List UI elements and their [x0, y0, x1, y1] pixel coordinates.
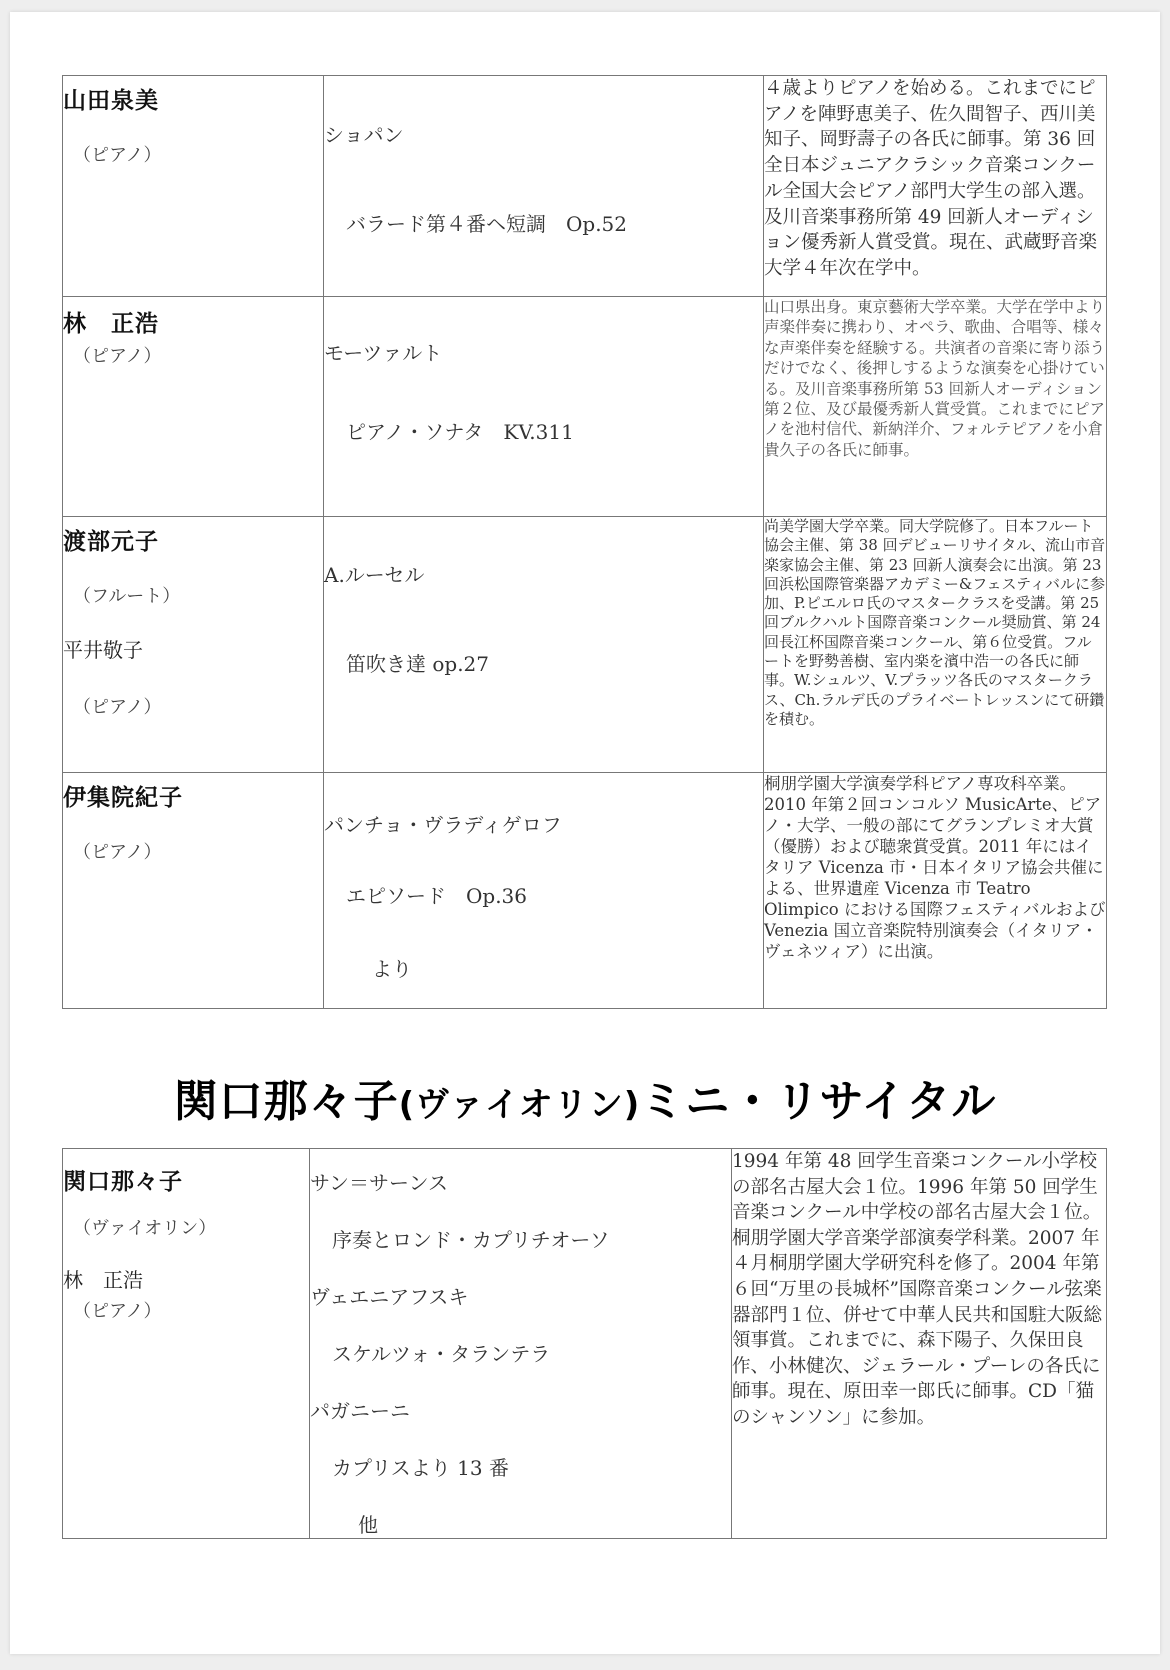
table-row [63, 297, 1107, 517]
heading-performer: 関口那々子 [173, 1076, 399, 1127]
program-cell [324, 773, 764, 1009]
biography-cell: 山口県出身。東京藝術大学卒業。大学在学中より声楽伴奏に携わり、オペラ、歌曲、合唱等、様々な声楽伴奏を経験する。共演者の音楽に寄り添うだけでなく、後押しするような演奏を心掛けている。及川音楽事務所第 53 回新人オーディション第２位、及び最優秀新人賞受賞。これまでにピアノを池村信代、新納洋介、フォルテピアノを小倉貴久子の各氏に師事。 [764, 297, 1107, 517]
biography-cell: 桐朋学園大学演奏学科ピアノ専攻科卒業。2010 年第２回コンコルソ MusicArte、ピアノ・大学、一般の部にてグランプレミオ大賞（優勝）および聴衆賞受賞。2011 年にはイタリア Vicenza 市・日本イタリア協会共催による、世界遺産 Vicenza 市 Teatro Olimpico における国際フェスティバルおよび Venezia 国立音楽院特別演奏会（イタリア・ヴェネツィア）に出演。 [764, 773, 1107, 1009]
performer-role: （ピアノ） [73, 842, 162, 863]
performer-name: 関口那々子 [63, 1169, 183, 1195]
piece-note: より [372, 957, 412, 981]
heading-instrument: (ヴァイオリン) [398, 1085, 641, 1125]
piece-title: ピアノ・ソナタ KV.311 [346, 420, 574, 444]
performer-name: 林 正浩 [63, 311, 159, 337]
performer-name: 山田泉美 [63, 88, 159, 114]
performer-cell [63, 297, 324, 517]
performer-role: （ピアノ） [73, 1301, 162, 1322]
heading-title: ミニ・リサイタル [640, 1076, 997, 1127]
program-table-1 [62, 75, 1107, 1009]
program-cell [324, 297, 764, 517]
piece-title: 序奏とロンド・カプリチオーソ [332, 1228, 610, 1252]
biography-cell: 1994 年第 48 回学生音楽コンクール小学校の部名古屋大会１位。1996 年第 50 回学生音楽コンクール中学校の部名古屋大会１位。桐朋学園大学音楽学部演奏学科業。2007 年４月桐朋学園大学研究科を修了。2004 年第６回“万里の長城杯”国際音楽コンクール弦楽器部門１位、併せて中華人民共和国駐大阪総領事賞。これまでに、森下陽子、久保田良作、小林健次、ジェラール・プーレの各氏に師事。現在、原田幸一郎氏に師事。CD「猫のシャンソン」に参加。 [732, 1149, 1107, 1539]
performer-role: （ピアノ） [73, 346, 162, 367]
composer: モーツァルト [324, 341, 443, 365]
piece-title: バラード第４番ヘ短調 Op.52 [346, 212, 628, 236]
piece-note: 他 [358, 1513, 378, 1537]
piece-title: カプリスより 13 番 [332, 1456, 509, 1480]
piece-title: 笛吹き達 op.27 [346, 652, 490, 676]
performer-name: 伊集院紀子 [63, 785, 183, 811]
performer-name: 渡部元子 [63, 529, 159, 555]
table-row [63, 517, 1107, 773]
performer-role: （フルート） [73, 586, 181, 607]
program-table-2 [62, 1148, 1107, 1539]
recital-heading [10, 1065, 1160, 1129]
piece-title: スケルツォ・タランテラ [332, 1342, 551, 1366]
performer-name: 平井敬子 [63, 638, 143, 662]
performer-cell [63, 517, 324, 773]
composer: パガニーニ [310, 1399, 410, 1423]
table-row [63, 76, 1107, 297]
program-cell [310, 1149, 732, 1539]
performer-name: 林 正浩 [63, 1268, 143, 1292]
program-cell [324, 76, 764, 297]
composer: ショパン [324, 123, 404, 147]
composer: サン＝サーンス [310, 1171, 448, 1195]
performer-cell [63, 76, 324, 297]
program-cell [324, 517, 764, 773]
performer-cell [63, 1149, 310, 1539]
biography-cell: ４歳よりピアノを始める。これまでにピアノを陣野恵美子、佐久間智子、西川美知子、岡野壽子の各氏に師事。第 36 回全日本ジュニアクラシック音楽コンクール全国大会ピアノ部門大学生の部入選。及川音楽事務所第 49 回新人オーディション優秀新人賞受賞。現在、武蔵野音楽大学４年次在学中。 [764, 76, 1107, 297]
composer: パンチョ・ヴラディゲロフ [324, 813, 562, 837]
performer-role: （ヴァイオリン） [73, 1218, 217, 1239]
piece-title: エピソード Op.36 [346, 884, 528, 908]
composer: A.ルーセル [324, 563, 425, 587]
table-row [63, 1149, 1107, 1539]
table-row [63, 773, 1107, 1009]
performer-role: （ピアノ） [73, 145, 162, 166]
composer: ヴェエニアフスキ [310, 1285, 469, 1309]
program-page [10, 12, 1160, 1654]
biography-cell: 尚美学園大学卒業。同大学院修了。日本フルート協会主催、第 38 回デビューリサイタル、流山市音楽家協会主催、第 23 回新人演奏会に出演。第 23 回浜松国際管楽器アカデミー&フェスティバルに参加、P.ピエルロ氏のマスタークラスを受講。第 25 回ブルクハルト国際音楽コンクール奨励賞、第 24 回長江杯国際音楽コンクール、第６位受賞。フルートを野勢善樹、室内楽を濱中浩一の各氏に師事。W.シュルツ、V.プラッツ各氏のマスタークラス、Ch.ラルデ氏のプライベートレッスンにて研鑽を積む。 [764, 517, 1107, 773]
performer-role: （ピアノ） [73, 697, 162, 718]
performer-cell [63, 773, 324, 1009]
